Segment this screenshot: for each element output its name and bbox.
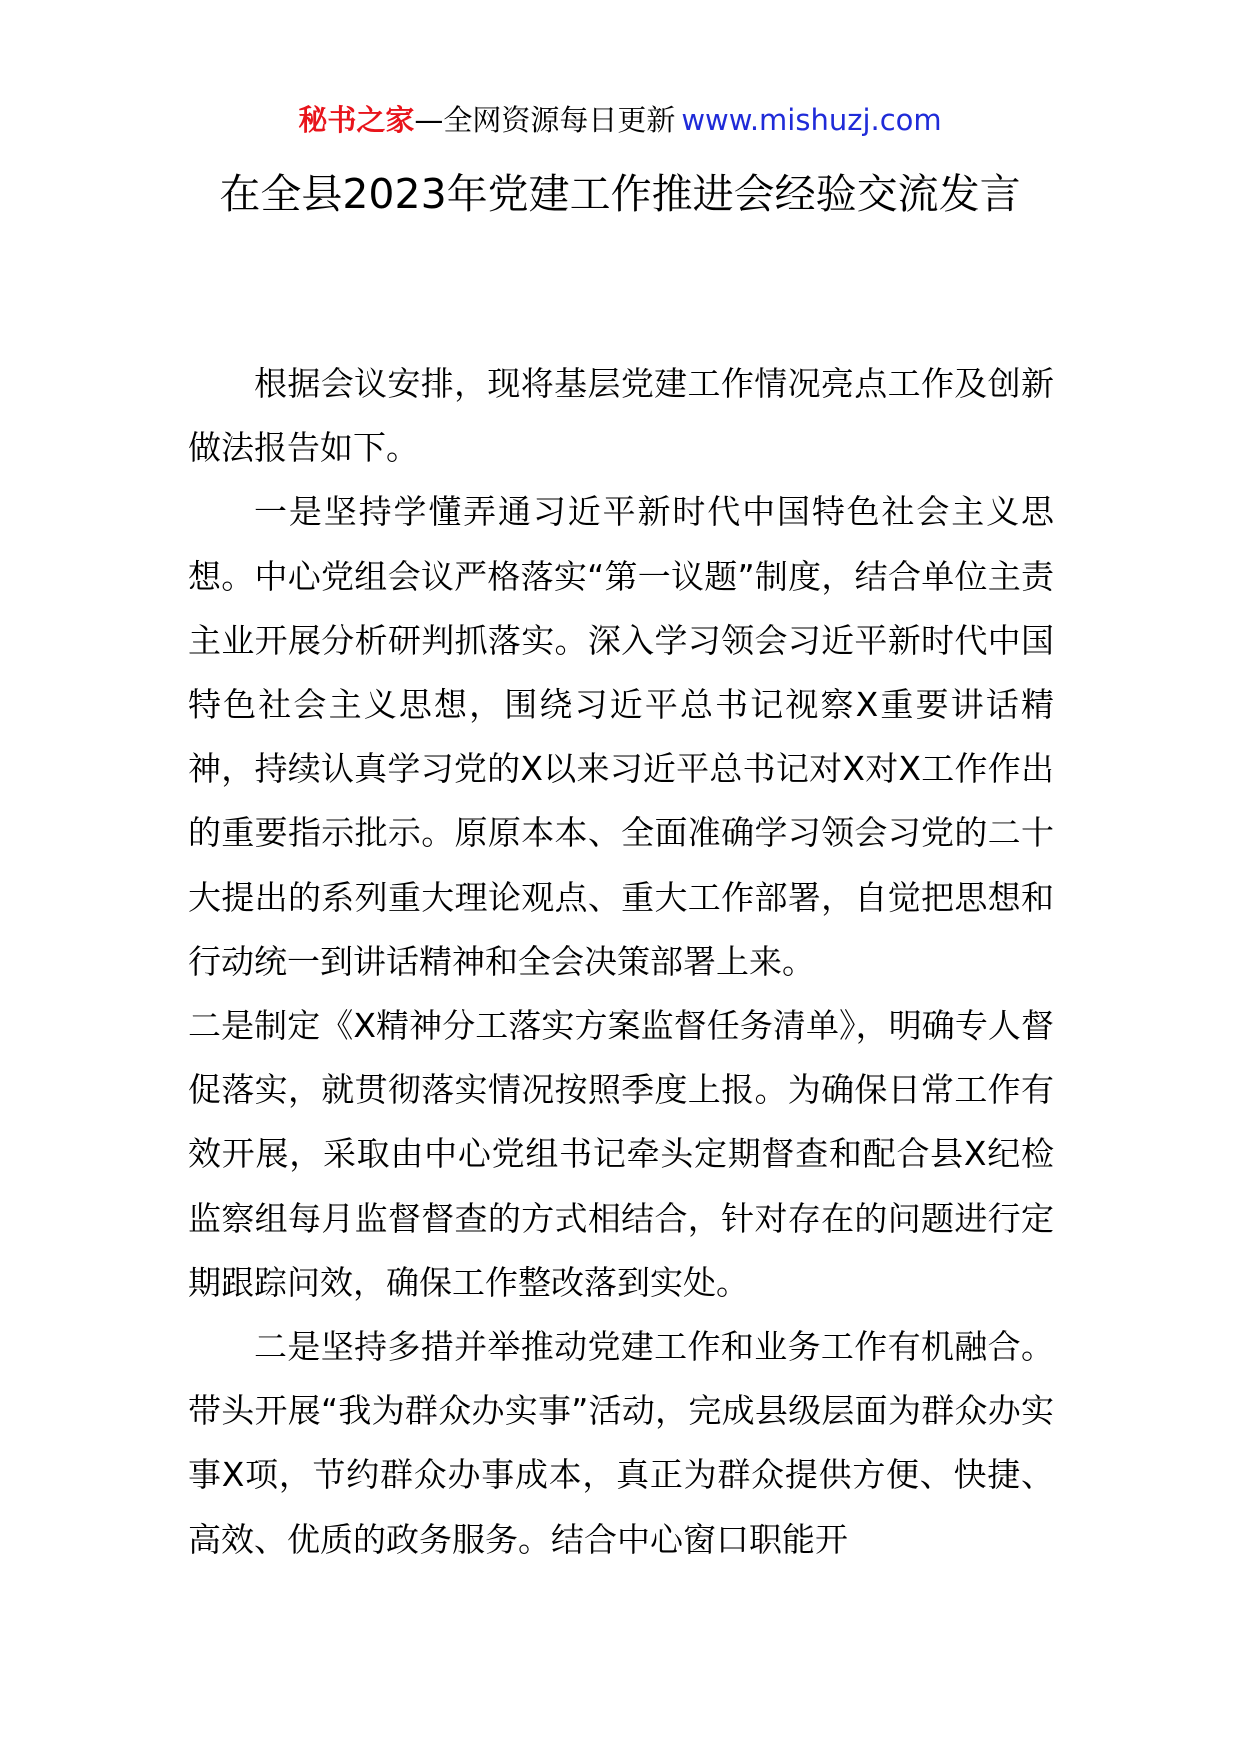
watermark-header (0, 100, 1240, 140)
site-url-link[interactable]: www.mishuzj.com (681, 103, 942, 137)
paragraph-point-one: 一是坚持学懂弄通习近平新时代中国特色社会主义思想。中心党组会议严格落实“第一议题”制度，结合单位主责主业开展分析研判抓落实。深入学习领会习近平新时代中国特色社会主义思想，围绕习近平总书记视察X重要讲话精神，持续认真学习党的X以来习近平总书记对X对X工作作出的重要指示批示。原原本本、全面准确学习领会习党的二十大提出的系列重大理论观点、重大工作部署，自觉把思想和行动统一到讲话精神和全会决策部署上来。 (188, 492, 1054, 981)
paragraph-point-two: 二是坚持多措并举推动党建工作和业务工作有机融合。带头开展“我为群众办实事”活动，完成县级层面为群众办实事X项，节约群众办事成本，真正为群众提供方便、快捷、高效、优质的政务服务。结合中心窗口职能开 (188, 1327, 1054, 1559)
brand-tagline: —全网资源每日更新 (414, 103, 676, 137)
document-title: 在全县2023年党建工作推进会经验交流发言 (219, 170, 1021, 218)
document-body (188, 352, 1054, 1572)
paragraph-intro: 根据会议安排，现将基层党建工作情况亮点工作及创新做法报告如下。 (188, 364, 1054, 468)
paragraph-point-one-continued: 二是制定《X精神分工落实方案监督任务清单》，明确专人督促落实，就贯彻落实情况按照季度上报。为确保日常工作有效开展，采取由中心党组书记牵头定期督查和配合县X纪检监察组每月监督督查的方式相结合，针对存在的问题进行定期跟踪问效，确保工作整改落到实处。 (188, 1006, 1054, 1302)
brand-name: 秘书之家 (298, 103, 415, 137)
